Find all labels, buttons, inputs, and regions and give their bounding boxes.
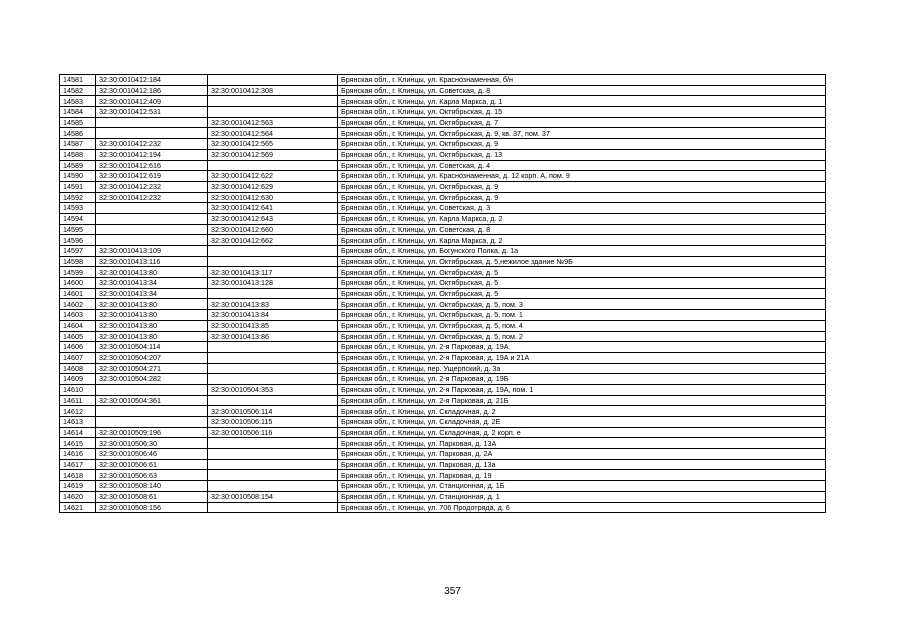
cadastral-number-cell: [96, 213, 208, 224]
cadastral-number-cell: 32:30:0010506:30: [96, 438, 208, 449]
related-cadastral-number-cell: 32:30:0010412:643: [208, 213, 338, 224]
related-cadastral-number-cell: 32:30:0010412:622: [208, 171, 338, 182]
address-cell: Брянская обл., г. Клинцы, ул. Карла Маркса, д. 2: [338, 213, 826, 224]
table-row: [60, 342, 826, 353]
row-number-cell: 14616: [60, 449, 96, 460]
cadastral-number-cell: 32:30:0010413:80: [96, 310, 208, 321]
table-row: [60, 363, 826, 374]
row-number-cell: 14585: [60, 117, 96, 128]
related-cadastral-number-cell: 32:30:0010412:662: [208, 235, 338, 246]
row-number-cell: 14618: [60, 470, 96, 481]
related-cadastral-number-cell: 32:30:0010506:115: [208, 417, 338, 428]
cadastral-number-cell: 32:30:0010504:271: [96, 363, 208, 374]
cadastral-number-cell: 32:30:0010508:156: [96, 502, 208, 513]
table-row: [60, 427, 826, 438]
cadastral-number-cell: 32:30:0010506:63: [96, 470, 208, 481]
row-number-cell: 14607: [60, 352, 96, 363]
cadastral-number-cell: [96, 417, 208, 428]
address-cell: Брянская обл., г. Клинцы, ул. Советская, д. 4: [338, 160, 826, 171]
row-number-cell: 14619: [60, 481, 96, 492]
table-row: [60, 181, 826, 192]
table-row: [60, 203, 826, 214]
cadastral-number-cell: [96, 203, 208, 214]
address-cell: Брянская обл., г. Клинцы, ул. Парковая, д. 2А: [338, 449, 826, 460]
cadastral-number-cell: 32:30:0010412:194: [96, 149, 208, 160]
address-cell: Брянская обл., г. Клинцы, ул. Октябрьская, д. 5: [338, 267, 826, 278]
row-number-cell: 14592: [60, 192, 96, 203]
related-cadastral-number-cell: 32:30:0010504:353: [208, 384, 338, 395]
related-cadastral-number-cell: [208, 246, 338, 257]
address-cell: Брянская обл., г. Клинцы, ул. Краснознаменная, б/н: [338, 75, 826, 86]
related-cadastral-number-cell: [208, 352, 338, 363]
row-number-cell: 14594: [60, 213, 96, 224]
row-number-cell: 14605: [60, 331, 96, 342]
address-cell: Брянская обл., г. Клинцы, ул. Советская, д. 8: [338, 85, 826, 96]
row-number-cell: 14591: [60, 181, 96, 192]
cadastral-number-cell: 32:30:0010412:232: [96, 181, 208, 192]
address-cell: Брянская обл., г. Клинцы, ул. Октябрьская, д. 9, кв. 37, пом. 37: [338, 128, 826, 139]
cadastral-number-cell: 32:30:0010413:116: [96, 256, 208, 267]
table-row: [60, 481, 826, 492]
row-number-cell: 14584: [60, 107, 96, 118]
cadastral-number-cell: 32:30:0010506:61: [96, 459, 208, 470]
table-row: [60, 85, 826, 96]
table-row: [60, 352, 826, 363]
table-row: [60, 310, 826, 321]
address-cell: Брянская обл., г. Клинцы, пер. Ущерпский, д. 3а: [338, 363, 826, 374]
table-row: [60, 256, 826, 267]
table-row: [60, 96, 826, 107]
page-number: 357: [444, 586, 461, 597]
cadastral-number-cell: [96, 235, 208, 246]
related-cadastral-number-cell: 32:30:0010506:116: [208, 427, 338, 438]
address-cell: Брянская обл., г. Клинцы, ул. Станционная, д. 1Б: [338, 481, 826, 492]
address-cell: Брянская обл., г. Клинцы, ул. Октябрьская, д. 5, пом. 1: [338, 310, 826, 321]
row-number-cell: 14604: [60, 320, 96, 331]
table-row: [60, 459, 826, 470]
cadastral-number-cell: 32:30:0010412:184: [96, 75, 208, 86]
table-row: [60, 406, 826, 417]
related-cadastral-number-cell: [208, 256, 338, 267]
row-number-cell: 14608: [60, 363, 96, 374]
cadastral-number-cell: 32:30:0010413:80: [96, 267, 208, 278]
row-number-cell: 14613: [60, 417, 96, 428]
related-cadastral-number-cell: [208, 363, 338, 374]
address-cell: Брянская обл., г. Клинцы, ул. Складочная, д. 2 корп. е: [338, 427, 826, 438]
related-cadastral-number-cell: [208, 160, 338, 171]
table-row: [60, 417, 826, 428]
table-row: [60, 224, 826, 235]
row-number-cell: 14600: [60, 278, 96, 289]
row-number-cell: 14606: [60, 342, 96, 353]
related-cadastral-number-cell: [208, 395, 338, 406]
address-cell: Брянская обл., г. Клинцы, ул. Складочная, д. 2Е: [338, 417, 826, 428]
row-number-cell: 14595: [60, 224, 96, 235]
related-cadastral-number-cell: 32:30:0010508:154: [208, 491, 338, 502]
related-cadastral-number-cell: 32:30:0010412:565: [208, 139, 338, 150]
row-number-cell: 14601: [60, 288, 96, 299]
row-number-cell: 14602: [60, 299, 96, 310]
row-number-cell: 14614: [60, 427, 96, 438]
related-cadastral-number-cell: 32:30:0010412:569: [208, 149, 338, 160]
row-number-cell: 14610: [60, 384, 96, 395]
row-number-cell: 14620: [60, 491, 96, 502]
table-row: [60, 299, 826, 310]
address-cell: Брянская обл., г. Клинцы, ул. 2-я Парковая, д. 19А: [338, 342, 826, 353]
related-cadastral-number-cell: [208, 459, 338, 470]
related-cadastral-number-cell: 32:30:0010412:629: [208, 181, 338, 192]
cadastral-number-cell: 32:30:0010504:282: [96, 374, 208, 385]
cadastral-number-cell: 32:30:0010412:531: [96, 107, 208, 118]
cadastral-number-cell: 32:30:0010413:80: [96, 331, 208, 342]
cadastral-number-cell: [96, 128, 208, 139]
related-cadastral-number-cell: [208, 481, 338, 492]
related-cadastral-number-cell: [208, 96, 338, 107]
table-row: [60, 438, 826, 449]
row-number-cell: 14621: [60, 502, 96, 513]
related-cadastral-number-cell: [208, 438, 338, 449]
table-row: [60, 278, 826, 289]
table-row: [60, 171, 826, 182]
table-row: [60, 384, 826, 395]
table-row: [60, 117, 826, 128]
property-registry-table: [59, 74, 826, 513]
address-cell: Брянская обл., г. Клинцы, ул. Октябрьская, д. 7: [338, 117, 826, 128]
table-row: [60, 149, 826, 160]
address-cell: Брянская обл., г. Клинцы, ул. Парковая, д. 13а: [338, 459, 826, 470]
address-cell: Брянская обл., г. Клинцы, ул. Октябрьская, д. 5, пом. 3: [338, 299, 826, 310]
row-number-cell: 14599: [60, 267, 96, 278]
address-cell: Брянская обл., г. Клинцы, ул. 2-я Парковая, д. 19Б: [338, 374, 826, 385]
related-cadastral-number-cell: [208, 502, 338, 513]
related-cadastral-number-cell: 32:30:0010412:563: [208, 117, 338, 128]
cadastral-number-cell: 32:30:0010504:207: [96, 352, 208, 363]
row-number-cell: 14603: [60, 310, 96, 321]
cadastral-number-cell: 32:30:0010413:80: [96, 299, 208, 310]
cadastral-number-cell: 32:30:0010412:232: [96, 192, 208, 203]
table-row: [60, 107, 826, 118]
address-cell: Брянская обл., г. Клинцы, ул. 2-я Парковая, д. 19А и 21А: [338, 352, 826, 363]
row-number-cell: 14611: [60, 395, 96, 406]
address-cell: Брянская обл., г. Клинцы, ул. Карла Маркса, д. 1: [338, 96, 826, 107]
address-cell: Брянская обл., г. Клинцы, ул. Карла Маркса, д. 2: [338, 235, 826, 246]
cadastral-number-cell: [96, 117, 208, 128]
address-cell: Брянская обл., г. Клинцы, ул. Октябрьская, д. 5: [338, 288, 826, 299]
cadastral-number-cell: 32:30:0010412:619: [96, 171, 208, 182]
table-row: [60, 160, 826, 171]
address-cell: Брянская обл., г. Клинцы, ул. Октябрьская, д. 5, пом. 2: [338, 331, 826, 342]
row-number-cell: 14581: [60, 75, 96, 86]
table-row: [60, 213, 826, 224]
related-cadastral-number-cell: 32:30:0010413:86: [208, 331, 338, 342]
row-number-cell: 14598: [60, 256, 96, 267]
cadastral-number-cell: [96, 224, 208, 235]
address-cell: Брянская обл., г. Клинцы, ул. Октябрьская, д. 9: [338, 139, 826, 150]
cadastral-number-cell: 32:30:0010413:34: [96, 288, 208, 299]
related-cadastral-number-cell: 32:30:0010412:660: [208, 224, 338, 235]
row-number-cell: 14615: [60, 438, 96, 449]
related-cadastral-number-cell: [208, 75, 338, 86]
cadastral-number-cell: 32:30:0010413:34: [96, 278, 208, 289]
table-row: [60, 192, 826, 203]
address-cell: Брянская обл., г. Клинцы, ул. Парковая, д. 19: [338, 470, 826, 481]
address-cell: Брянская обл., г. Клинцы, ул. Октябрьская, д. 5,нежилое здание №9Б: [338, 256, 826, 267]
row-number-cell: 14583: [60, 96, 96, 107]
cadastral-number-cell: 32:30:0010504:361: [96, 395, 208, 406]
address-cell: Брянская обл., г. Клинцы, ул. Краснознаменная, д. 12 корп. А, пом. 9: [338, 171, 826, 182]
address-cell: Брянская обл., г. Клинцы, ул. Складочная, д. 2: [338, 406, 826, 417]
address-cell: Брянская обл., г. Клинцы, ул. Советская, д. 8: [338, 224, 826, 235]
related-cadastral-number-cell: [208, 374, 338, 385]
cadastral-number-cell: 32:30:0010412:232: [96, 139, 208, 150]
related-cadastral-number-cell: [208, 288, 338, 299]
cadastral-number-cell: 32:30:0010412:616: [96, 160, 208, 171]
table-row: [60, 491, 826, 502]
related-cadastral-number-cell: [208, 470, 338, 481]
cadastral-number-cell: 32:30:0010413:80: [96, 320, 208, 331]
row-number-cell: 14617: [60, 459, 96, 470]
address-cell: Брянская обл., г. Клинцы, ул. 2-я Парковая, д. 19А, пом. 1: [338, 384, 826, 395]
address-cell: Брянская обл., г. Клинцы, ул. 706 Продотряда, д. 6: [338, 502, 826, 513]
table-row: [60, 502, 826, 513]
cadastral-number-cell: [96, 384, 208, 395]
row-number-cell: 14589: [60, 160, 96, 171]
related-cadastral-number-cell: [208, 107, 338, 118]
cadastral-number-cell: 32:30:0010413:109: [96, 246, 208, 257]
cadastral-number-cell: 32:30:0010412:409: [96, 96, 208, 107]
address-cell: Брянская обл., г. Клинцы, ул. Октябрьская, д. 9: [338, 192, 826, 203]
address-cell: Брянская обл., г. Клинцы, ул. Богунского Полка, д. 1а: [338, 246, 826, 257]
address-cell: Брянская обл., г. Клинцы, ул. 2-я Парковая, д. 21Б: [338, 395, 826, 406]
address-cell: Брянская обл., г. Клинцы, ул. Октябрьская, д. 13: [338, 149, 826, 160]
row-number-cell: 14609: [60, 374, 96, 385]
row-number-cell: 14582: [60, 85, 96, 96]
table-row: [60, 75, 826, 86]
table-row: [60, 288, 826, 299]
cadastral-number-cell: 32:30:0010508:140: [96, 481, 208, 492]
row-number-cell: 14588: [60, 149, 96, 160]
table-body: [60, 75, 826, 513]
related-cadastral-number-cell: 32:30:0010412:630: [208, 192, 338, 203]
row-number-cell: 14593: [60, 203, 96, 214]
address-cell: Брянская обл., г. Клинцы, ул. Советская, д. 3: [338, 203, 826, 214]
row-number-cell: 14597: [60, 246, 96, 257]
related-cadastral-number-cell: 32:30:0010506:114: [208, 406, 338, 417]
related-cadastral-number-cell: 32:30:0010413:85: [208, 320, 338, 331]
table-row: [60, 246, 826, 257]
table-row: [60, 267, 826, 278]
table-row: [60, 139, 826, 150]
table-row: [60, 331, 826, 342]
related-cadastral-number-cell: 32:30:0010413:117: [208, 267, 338, 278]
cadastral-number-cell: 32:30:0010412:186: [96, 85, 208, 96]
row-number-cell: 14612: [60, 406, 96, 417]
cadastral-number-cell: 32:30:0010504:114: [96, 342, 208, 353]
row-number-cell: 14596: [60, 235, 96, 246]
cadastral-number-cell: 32:30:0010506:46: [96, 449, 208, 460]
table-row: [60, 128, 826, 139]
related-cadastral-number-cell: 32:30:0010413:84: [208, 310, 338, 321]
related-cadastral-number-cell: 32:30:0010413:83: [208, 299, 338, 310]
related-cadastral-number-cell: 32:30:0010413:128: [208, 278, 338, 289]
cadastral-number-cell: 32:30:0010509:196: [96, 427, 208, 438]
address-cell: Брянская обл., г. Клинцы, ул. Станционная, д. 1: [338, 491, 826, 502]
table-row: [60, 374, 826, 385]
address-cell: Брянская обл., г. Клинцы, ул. Октябрьская, д. 15: [338, 107, 826, 118]
table-row: [60, 235, 826, 246]
cadastral-number-cell: 32:30:0010508:61: [96, 491, 208, 502]
row-number-cell: 14586: [60, 128, 96, 139]
row-number-cell: 14590: [60, 171, 96, 182]
related-cadastral-number-cell: 32:30:0010412:641: [208, 203, 338, 214]
related-cadastral-number-cell: [208, 449, 338, 460]
address-cell: Брянская обл., г. Клинцы, ул. Октябрьская, д. 5: [338, 278, 826, 289]
table-row: [60, 320, 826, 331]
cadastral-number-cell: [96, 406, 208, 417]
table-row: [60, 470, 826, 481]
address-cell: Брянская обл., г. Клинцы, ул. Октябрьская, д. 5, пом. 4: [338, 320, 826, 331]
table-row: [60, 449, 826, 460]
related-cadastral-number-cell: [208, 342, 338, 353]
address-cell: Брянская обл., г. Клинцы, ул. Октябрьская, д. 9: [338, 181, 826, 192]
table-row: [60, 395, 826, 406]
address-cell: Брянская обл., г. Клинцы, ул. Парковая, д. 13А: [338, 438, 826, 449]
related-cadastral-number-cell: 32:30:0010412:308: [208, 85, 338, 96]
related-cadastral-number-cell: 32:30:0010412:564: [208, 128, 338, 139]
row-number-cell: 14587: [60, 139, 96, 150]
